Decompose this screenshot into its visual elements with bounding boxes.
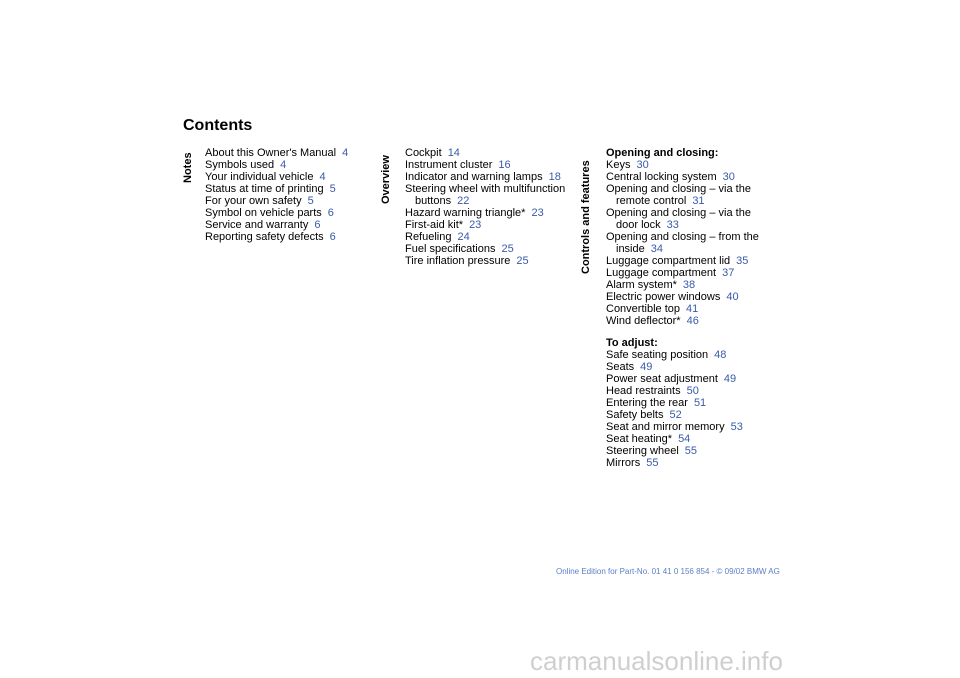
toc-entry-text: Head restraints <box>606 385 681 397</box>
toc-page-link[interactable]: 40 <box>726 291 739 303</box>
toc-entry[interactable] <box>606 385 771 397</box>
toc-page-link[interactable]: 30 <box>636 159 649 171</box>
toc-page-link[interactable]: 49 <box>640 361 653 373</box>
section-label-overview: Overview <box>380 155 392 204</box>
toc-entry-text: Seat and mirror memory <box>606 421 725 433</box>
toc-page-link[interactable]: 4 <box>342 147 349 159</box>
toc-entry[interactable] <box>606 159 771 171</box>
toc-entry[interactable] <box>606 207 771 231</box>
toc-page-link[interactable]: 33 <box>666 219 679 231</box>
toc-entry[interactable] <box>205 231 370 243</box>
toc-entry[interactable] <box>205 147 370 159</box>
toc-page-link[interactable]: 31 <box>692 195 705 207</box>
toc-page-link[interactable]: 6 <box>329 231 336 243</box>
toc-entry-text: Electric power windows <box>606 291 721 303</box>
toc-entry[interactable] <box>405 231 570 243</box>
toc-entry[interactable] <box>606 433 771 445</box>
toc-entry[interactable] <box>606 349 771 361</box>
toc-entry-text: Symbol on vehicle parts <box>205 207 322 219</box>
toc-entry[interactable] <box>606 303 771 315</box>
toc-page-link[interactable]: 6 <box>314 219 321 231</box>
toc-entry[interactable] <box>405 171 570 183</box>
toc-entry-text: Mirrors <box>606 457 641 469</box>
toc-entry-text: About this Owner's Manual <box>205 147 337 159</box>
toc-page-link[interactable]: 41 <box>686 303 699 315</box>
toc-entry-text: Safety belts <box>606 409 664 421</box>
toc-entry[interactable] <box>606 267 771 279</box>
toc-entry-text: Symbols used <box>205 159 275 171</box>
toc-page-link[interactable]: 35 <box>736 255 749 267</box>
toc-page-link[interactable]: 23 <box>531 207 544 219</box>
toc-entry-text: Opening and closing – via the door lock <box>606 207 751 231</box>
toc-entry-text: Cockpit <box>405 147 442 159</box>
toc-page-link[interactable]: 30 <box>722 171 735 183</box>
toc-entry-text: Indicator and warning lamps <box>405 171 543 183</box>
toc-entry-text: Alarm system* <box>606 279 677 291</box>
toc-page-link[interactable]: 46 <box>686 315 699 327</box>
toc-entry-text: Hazard warning triangle* <box>405 207 526 219</box>
toc-page-link[interactable]: 5 <box>307 195 314 207</box>
toc-entry[interactable] <box>606 409 771 421</box>
toc-entry-text: Seats <box>606 361 635 373</box>
toc-page-link[interactable]: 16 <box>498 159 511 171</box>
toc-entry[interactable] <box>606 315 771 327</box>
toc-entry[interactable] <box>606 457 771 469</box>
toc-entry-text: Tire inflation pressure <box>405 255 511 267</box>
toc-entry[interactable] <box>606 231 771 255</box>
toc-page-link[interactable]: 25 <box>516 255 529 267</box>
toc-page-link[interactable]: 54 <box>678 433 691 445</box>
toc-page-link[interactable]: 52 <box>669 409 682 421</box>
toc-entry[interactable] <box>606 445 771 457</box>
toc-page-link[interactable]: 55 <box>646 457 659 469</box>
toc-entry[interactable] <box>205 195 370 207</box>
toc-entry-text: Refueling <box>405 231 452 243</box>
toc-page-link[interactable]: 51 <box>693 397 707 409</box>
watermark: carmanualsonline.info <box>530 646 783 676</box>
toc-entry[interactable] <box>405 219 570 231</box>
toc-page-link[interactable]: 50 <box>686 385 699 397</box>
toc-entry[interactable] <box>205 219 370 231</box>
toc-entry[interactable] <box>606 171 771 183</box>
toc-page-link[interactable]: 55 <box>684 445 698 457</box>
toc-entry[interactable] <box>606 255 771 267</box>
toc-entry-text: Fuel specifications <box>405 243 496 255</box>
toc-page-link[interactable]: 4 <box>319 171 326 183</box>
toc-entry[interactable] <box>405 255 570 267</box>
section-label-notes: Notes <box>182 152 194 183</box>
controls-list <box>606 147 771 469</box>
toc-entry-text: Safe seating position <box>606 349 709 361</box>
toc-page-link[interactable]: 48 <box>714 349 727 361</box>
toc-entry[interactable] <box>205 171 370 183</box>
toc-page-link[interactable]: 14 <box>447 147 460 159</box>
toc-entry-text: Steering wheel with multifunction buttons <box>405 183 566 207</box>
toc-page-link[interactable]: 34 <box>650 243 663 255</box>
toc-entry-text: Central locking system <box>606 171 717 183</box>
toc-entry[interactable] <box>606 279 771 291</box>
toc-page-link[interactable]: 4 <box>280 159 287 171</box>
toc-entry[interactable] <box>606 421 771 433</box>
toc-entry-text: Steering wheel <box>606 445 679 457</box>
section-label-controls: Controls and features <box>580 160 592 274</box>
toc-page-link[interactable]: 53 <box>730 421 743 433</box>
toc-page-link[interactable]: 24 <box>457 231 470 243</box>
toc-entry[interactable] <box>606 183 771 207</box>
toc-page-link[interactable]: 6 <box>327 207 334 219</box>
footer-edition: Online Edition for Part-No. 01 41 0 156 854 - © 09/02 BMW AG <box>556 567 780 576</box>
toc-entry-text: Power seat adjustment <box>606 373 718 385</box>
toc-entry[interactable] <box>405 159 570 171</box>
toc-entry[interactable] <box>405 207 570 219</box>
toc-entry-text: Entering the rear <box>606 397 688 409</box>
toc-entry[interactable] <box>606 361 771 373</box>
toc-entry[interactable] <box>606 291 771 303</box>
group-spacer <box>606 327 771 337</box>
toc-entry-text: Keys <box>606 159 631 171</box>
group-heading: Opening and closing: <box>606 147 719 159</box>
toc-entry-text: Instrument cluster <box>405 159 493 171</box>
toc-entry-text: Convertible top <box>606 303 680 315</box>
toc-entry-text: Opening and closing – from the inside <box>606 231 759 255</box>
page-title: Contents <box>183 117 253 134</box>
toc-entry-text: Your individual vehicle <box>205 171 314 183</box>
toc-entry-text: Seat heating* <box>606 433 673 445</box>
toc-entry[interactable] <box>405 243 570 255</box>
toc-page-link[interactable]: 38 <box>682 279 696 291</box>
toc-page-link[interactable]: 37 <box>722 267 735 279</box>
toc-entry-text: Service and warranty <box>205 219 309 231</box>
toc-page-link[interactable]: 22 <box>457 195 470 207</box>
toc-entry-text: For your own safety <box>205 195 302 207</box>
toc-entry-text: First-aid kit* <box>405 219 464 231</box>
toc-page-link[interactable]: 5 <box>329 183 336 195</box>
toc-entry-text: Wind deflector* <box>606 315 681 327</box>
toc-entry-text: Opening and closing – via the remote control <box>606 183 751 207</box>
toc-entry[interactable] <box>405 147 570 159</box>
toc-entry-text: Luggage compartment <box>606 267 717 279</box>
notes-list <box>205 147 370 243</box>
toc-entry[interactable] <box>205 183 370 195</box>
toc-page-link[interactable]: 18 <box>548 171 561 183</box>
toc-entry[interactable] <box>606 397 771 409</box>
toc-entry-text: Luggage compartment lid <box>606 255 731 267</box>
toc-entry[interactable] <box>205 207 370 219</box>
toc-page-link[interactable]: 23 <box>469 219 482 231</box>
toc-entry[interactable] <box>606 373 771 385</box>
toc-page-link[interactable]: 49 <box>723 373 737 385</box>
toc-entry[interactable] <box>205 159 370 171</box>
toc-entry-text: Status at time of printing <box>205 183 324 195</box>
toc-entry-text: Reporting safety defects <box>205 231 324 243</box>
overview-list <box>405 147 570 267</box>
group-heading: To adjust: <box>606 337 658 349</box>
toc-page-link[interactable]: 25 <box>501 243 514 255</box>
toc-entry[interactable] <box>405 183 570 207</box>
